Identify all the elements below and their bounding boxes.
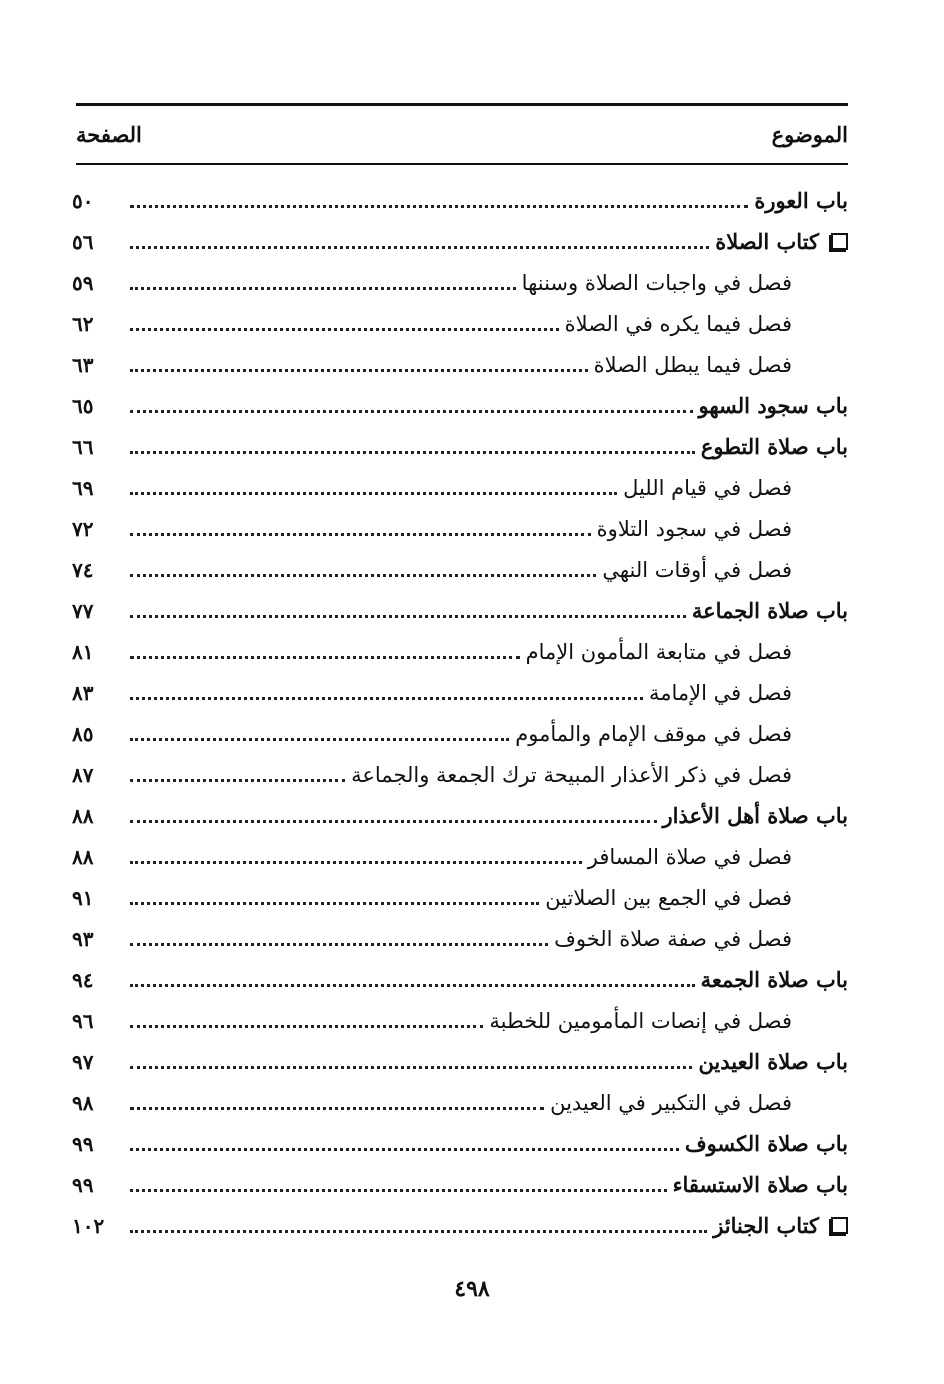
toc-entry-text: فصل فيما يبطل الصلاة (593, 352, 792, 377)
square-bullet-icon (831, 233, 848, 250)
topic-column-label: الموضوع (771, 121, 848, 147)
toc-entry-title (663, 803, 848, 828)
toc-entry-text: فصل فيما يكره في الصلاة (564, 311, 792, 336)
dot-leader (130, 205, 748, 208)
toc-entry-page: ٨٧ (72, 762, 94, 787)
toc-entry (72, 1000, 848, 1041)
toc-entry (72, 1164, 848, 1205)
toc-entry (72, 303, 848, 344)
toc-entry-title (554, 927, 848, 951)
toc-entry-title (713, 1213, 848, 1238)
toc-entry-text: فصل في موقف الإمام والمأموم (515, 721, 792, 746)
dot-leader (130, 533, 591, 536)
toc-entry-title (588, 845, 848, 869)
dot-leader (130, 738, 509, 741)
dot-leader (130, 943, 548, 946)
toc-entry-page: ٦٢ (72, 311, 94, 336)
toc-entry-text: باب صلاة أهل الأعذار (662, 803, 848, 828)
toc-entry (72, 180, 848, 221)
toc-entry-title (685, 1131, 848, 1156)
dot-leader (130, 984, 695, 987)
toc-entry-text: فصل في التكبير في العيدين (550, 1090, 792, 1115)
toc-entry-text: فصل في ذكر الأعذار المبيحة ترك الجمعة والجماعة (351, 762, 792, 787)
toc-entry-page: ٥٠ (72, 188, 94, 213)
dot-leader (130, 574, 596, 577)
toc-entry-title (699, 393, 848, 418)
toc-entry-text: فصل في الجمع بين الصلاتين (545, 885, 792, 910)
toc-entry-title (701, 967, 848, 992)
toc-entry (72, 959, 848, 1000)
dot-leader (130, 1148, 679, 1151)
dot-leader (130, 451, 695, 454)
toc-entry-text: فصل في متابعة المأمون الإمام (525, 639, 792, 664)
toc-entry-text: فصل في قيام الليل (623, 475, 792, 500)
dot-leader (130, 861, 582, 864)
toc-entry-text: باب العورة (754, 188, 848, 213)
toc-entry-page: ٩٣ (72, 926, 94, 951)
toc-entry-title (550, 1091, 848, 1115)
square-bullet-icon (831, 1217, 848, 1234)
toc-entry-text: باب صلاة الجمعة (700, 967, 848, 992)
toc-entry-page: ٩٩ (72, 1131, 94, 1156)
toc-entry-page: ٥٩ (72, 270, 94, 295)
toc-entry-text: باب صلاة الاستسقاء (672, 1172, 848, 1197)
dot-leader (130, 1189, 667, 1192)
toc-entry-title (489, 1009, 848, 1033)
toc-entry (72, 754, 848, 795)
dot-leader (130, 615, 686, 618)
toc-entry (72, 1041, 848, 1082)
dot-leader (130, 246, 709, 249)
toc-entry-page: ١٠٢ (72, 1213, 105, 1238)
dot-leader (130, 410, 693, 413)
toc-entry-title (545, 886, 848, 910)
toc-entry-text: كتاب الجنائز (713, 1213, 819, 1238)
toc-entry (72, 795, 848, 836)
toc-entry-page: ٨٨ (72, 803, 94, 828)
toc-entry-title (649, 681, 848, 705)
toc-entry (72, 508, 848, 549)
toc-entry (72, 713, 848, 754)
toc-entry-page: ٥٦ (72, 229, 94, 254)
toc-entry-text: كتاب الصلاة (715, 229, 819, 254)
toc-entry-page: ٦٩ (72, 475, 94, 500)
toc-entry-title (602, 558, 848, 582)
toc-entry-page: ٨٣ (72, 680, 94, 705)
toc-entry-text: باب صلاة العيدين (698, 1049, 848, 1074)
toc-entry-title (522, 271, 848, 295)
dot-leader (130, 287, 516, 290)
toc-entry-page: ٦٣ (72, 352, 94, 377)
toc-entry (72, 1082, 848, 1123)
toc-entry-page: ٩٦ (72, 1008, 94, 1033)
toc-entry (72, 877, 848, 918)
toc-entry-title (565, 312, 848, 336)
toc-entry-title (351, 763, 848, 787)
toc-entry-title (515, 722, 848, 746)
toc-entry-page: ٩١ (72, 885, 94, 910)
toc-entry (72, 918, 848, 959)
toc-entry-title (597, 517, 848, 541)
toc-entry (72, 836, 848, 877)
toc-entry-title (692, 598, 848, 623)
dot-leader (130, 1025, 483, 1028)
toc-entry-page: ٦٦ (72, 434, 94, 459)
toc-entry-page: ٨٥ (72, 721, 94, 746)
toc-entry-page: ٧٤ (72, 557, 94, 582)
dot-leader (130, 328, 559, 331)
toc-entry-page: ٩٤ (72, 967, 94, 992)
toc-entry-text: فصل في أوقات النهي (602, 557, 792, 582)
toc-entry-page: ٨٨ (72, 844, 94, 869)
toc-entry-page: ٩٩ (72, 1172, 94, 1197)
header-top-rule (76, 103, 848, 106)
toc-entry (72, 590, 848, 631)
toc-entry (72, 631, 848, 672)
toc-entry-title (594, 353, 848, 377)
table-of-contents (72, 180, 848, 1246)
toc-entry (72, 221, 848, 262)
dot-leader (130, 369, 588, 372)
toc-entry (72, 467, 848, 508)
dot-leader (130, 697, 643, 700)
toc-entry-title (701, 434, 848, 459)
toc-entry-title (623, 476, 848, 500)
dot-leader (130, 779, 345, 782)
dot-leader (130, 1230, 707, 1233)
toc-header (76, 112, 848, 156)
toc-entry-page: ٧٢ (72, 516, 94, 541)
toc-entry (72, 344, 848, 385)
toc-entry-title (526, 640, 848, 664)
toc-entry-title (754, 188, 848, 213)
toc-entry-text: باب سجود السهو (698, 393, 848, 418)
toc-entry-title (673, 1172, 848, 1197)
toc-entry-text: فصل في صلاة المسافر (587, 844, 792, 869)
toc-entry-page: ٩٧ (72, 1049, 94, 1074)
dot-leader (130, 902, 539, 905)
toc-entry-text: باب صلاة الجماعة (691, 598, 848, 623)
toc-entry (72, 426, 848, 467)
dot-leader (130, 820, 657, 823)
toc-entry (72, 1205, 848, 1246)
toc-entry-text: فصل في إنصات المأمومين للخطبة (489, 1008, 792, 1033)
page-column-label: الصفحة (76, 121, 142, 147)
toc-entry-text: فصل في الإمامة (648, 680, 792, 705)
toc-entry-text: فصل في صفة صلاة الخوف (554, 926, 792, 951)
toc-entry-page: ٩٨ (72, 1090, 94, 1115)
toc-entry-text: باب صلاة التطوع (700, 434, 848, 459)
toc-entry (72, 672, 848, 713)
dot-leader (130, 1066, 692, 1069)
toc-entry-page: ٧٧ (72, 598, 94, 623)
toc-entry-page: ٨١ (72, 639, 94, 664)
toc-entry-text: باب صلاة الكسوف (684, 1131, 848, 1156)
toc-entry-page: ٦٥ (72, 393, 94, 418)
toc-entry (72, 262, 848, 303)
toc-entry-text: فصل في واجبات الصلاة وسننها (521, 270, 792, 295)
toc-entry-title (698, 1049, 848, 1074)
toc-entry (72, 385, 848, 426)
dot-leader (130, 656, 520, 659)
header-bottom-rule (76, 163, 848, 165)
toc-entry-title (715, 229, 848, 254)
page-number: ٤٩٨ (454, 1276, 490, 1302)
toc-entry-text: فصل في سجود التلاوة (596, 516, 792, 541)
dot-leader (130, 1107, 544, 1110)
toc-entry (72, 549, 848, 590)
toc-entry (72, 1123, 848, 1164)
dot-leader (130, 492, 617, 495)
